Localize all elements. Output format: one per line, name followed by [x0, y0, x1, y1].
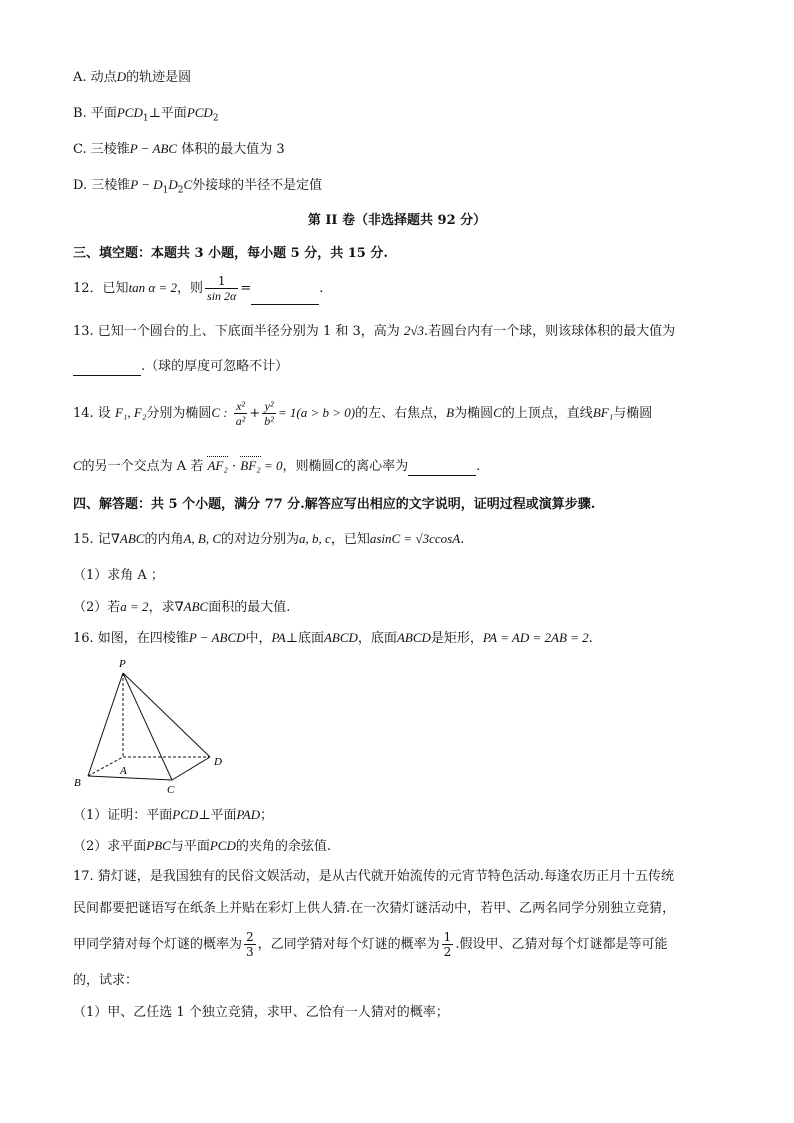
- option-c: C. 三棱锥P − ABC 体积的最大值为 3: [73, 141, 285, 157]
- question-17-line1: 17. 猜灯谜，是我国独有的民俗文娱活动，是从古代就开始流传的元宵节特色活动.每逢农历正月十五传统: [73, 869, 674, 884]
- vertex-label-d: D: [214, 756, 222, 768]
- vertex-label-b: B: [74, 777, 81, 789]
- question-14-cont: C的另一个交点为 A 若 AF₂ · BF₂ = 0，则椭圆C的离心率为 .: [73, 458, 481, 474]
- vertex-label-a: A: [120, 765, 127, 777]
- answer-blank-13[interactable]: [73, 361, 141, 376]
- question-17-line4: 的，试求：: [73, 973, 139, 988]
- question-17-part1: （1）甲、乙任选 1 个独立竞猜，求甲、乙恰有一人猜对的概率；: [73, 1005, 449, 1020]
- answer-blank-14[interactable]: [408, 461, 476, 476]
- answer-blank-12[interactable]: [251, 290, 319, 305]
- option-b: B. 平面$PCD_1\perp$平面$PCD_2$: [73, 105, 219, 124]
- question-12: 12．已知tan α = 2，则 $\frac{1}{\sin 2\alpha}$ = .: [73, 274, 324, 303]
- question-16-part2: （2）求平面PBC与平面PCD的夹角的余弦值.: [73, 838, 331, 854]
- section-title: 第 II 卷（非选择题共 92 分）: [307, 213, 487, 228]
- question-17-line2: 民间都要把谜语写在纸条上并贴在彩灯上供人猜.在一次猜灯谜活动中，若甲、乙两名同学分别独立竞猜，: [73, 901, 676, 916]
- question-13-cont: .（球的厚度可忽略不计）: [73, 358, 288, 376]
- question-17-line3: 甲同学猜对每个灯谜的概率为 $\frac{2}{3}$ ，乙同学猜对每个灯谜的概率为 $\frac{1}{2}$ .假设甲、乙猜对每个灯谜都是等可能: [73, 930, 668, 959]
- question-15-part1: （1）求角 A ；: [73, 568, 164, 583]
- part3-heading: 三、填空题：本题共 3 小题，每小题 5 分，共 15 分.: [73, 246, 388, 261]
- question-16-part1: （1）证明：平面PCD⊥平面PAD；: [73, 807, 274, 823]
- question-14: 14. 设 F₁, F₂分别为椭圆C : $\frac{\text{x²}}{\text{a²}}$ + $\frac{\text{y²}}{\text{b²}}$ = 1(a > b > 0)的左、右焦点，B为椭圆C的上顶点，直线BF₁与椭圆: [73, 399, 653, 428]
- question-13: 13. 已知一个圆台的上、下底面半径分别为 1 和 3，高为 2√3.若圆台内有一个球，则该球体积的最大值为: [73, 323, 676, 339]
- part4-heading: 四、解答题：共 5 个小题，满分 77 分.解答应写出相应的文字说明，证明过程或演算步骤.: [73, 497, 596, 512]
- option-d: D. 三棱锥$P - D_1D_2C$外接球的半径不是定值: [73, 177, 323, 196]
- option-a: A. 动点D的轨迹是圆: [73, 69, 192, 85]
- vertex-label-p: P: [119, 658, 126, 670]
- question-16: 16. 如图，在四棱锥P − ABCD中，PA⊥底面ABCD，底面ABCD是矩形，PA = AD = 2AB = 2.: [73, 630, 593, 646]
- question-15-part2: （2）若a = 2，求∇ABC面积的最大值.: [73, 599, 291, 615]
- vertex-label-c: C: [167, 784, 175, 795]
- question-15: 15. 记∇ABC的内角A, B, C的对边分别为a, b, c，已知asinC = √3ccosA.: [73, 531, 465, 547]
- pyramid-figure: [70, 655, 240, 795]
